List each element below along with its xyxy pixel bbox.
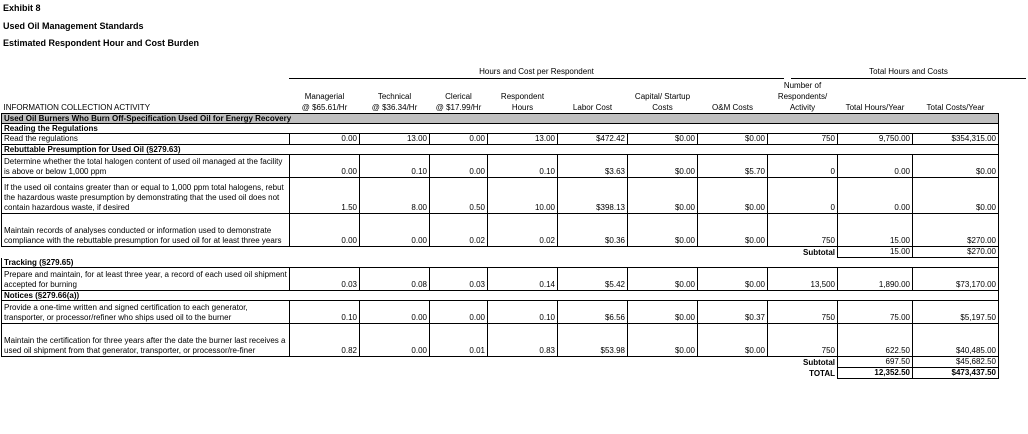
labor-cell: $0.36 <box>558 214 628 247</box>
section-heading: Notices (§279.66(a)) <box>2 291 999 301</box>
col-om-costs: O&M Costs <box>712 103 753 112</box>
om-cell: $0.00 <box>698 134 768 145</box>
om-cell: $0.37 <box>698 301 768 324</box>
table-body <box>2 114 999 379</box>
subtotal-label: Subtotal <box>803 247 835 257</box>
table-row <box>2 178 999 214</box>
managerial-cell: 0.00 <box>290 134 360 145</box>
col-total-hours: Total Hours/Year <box>845 103 905 112</box>
col-activity: INFORMATION COLLECTION ACTIVITY <box>3 103 151 112</box>
group-totals-rule <box>791 78 1026 79</box>
managerial-cell: 0.82 <box>290 324 360 357</box>
burden-table <box>1 80 999 379</box>
clerical-cell: 0.02 <box>430 214 488 247</box>
labor-cell: $3.63 <box>558 155 628 178</box>
category-band: Used Oil Burners Who Burn Off-Specification Used Oil for Energy Recovery <box>2 114 999 124</box>
capital-cell: $0.00 <box>628 301 698 324</box>
clerical-cell: 0.03 <box>430 268 488 291</box>
table-row <box>2 301 999 324</box>
capital-cell: $0.00 <box>628 178 698 214</box>
activity-cell: Maintain records of analyses conducted or information used to demonstrate compliance with the rebuttable presumption for used oil for at least three years <box>2 214 290 247</box>
respondents-cell: 750 <box>768 301 838 324</box>
col-managerial: Managerial @ $65.61/Hr <box>301 92 348 112</box>
capital-cell: $0.00 <box>628 324 698 357</box>
total-label: TOTAL <box>809 368 835 378</box>
technical-cell: 0.00 <box>360 301 430 324</box>
group-totals: Total Hours and Costs <box>869 67 948 76</box>
col-capital-costs: Capital/ Startup Costs <box>634 92 691 112</box>
activity-cell: Read the regulations <box>2 134 290 145</box>
technical-cell: 0.00 <box>360 214 430 247</box>
labor-cell: $472.42 <box>558 134 628 145</box>
subtotal-hours: 15.00 <box>838 247 913 258</box>
page-title: Used Oil Management Standards <box>3 21 144 31</box>
om-cell: $5.70 <box>698 155 768 178</box>
labor-cell: $6.56 <box>558 301 628 324</box>
col-technical: Technical @ $36.34/Hr <box>371 92 418 112</box>
table-row <box>2 324 999 357</box>
activity-cell: Prepare and maintain, for at least three year, a record of each used oil shipment accepted for burning <box>2 268 290 291</box>
section-heading: Tracking (§279.65) <box>2 258 999 268</box>
technical-cell: 0.08 <box>360 268 430 291</box>
section-heading-row <box>2 124 999 134</box>
total-hours-cell: 622.50 <box>838 324 913 357</box>
total-hours: 12,352.50 <box>838 368 913 379</box>
subtotal-row <box>2 247 999 258</box>
total-row <box>2 368 999 379</box>
total-costs-cell: $40,485.00 <box>913 324 999 357</box>
section-heading: Reading the Regulations <box>2 124 999 134</box>
activity-cell: Maintain the certification for three years after the date the burner last receives a used oil shipment from that generator, transporter, or processor/re-finer <box>2 324 290 357</box>
om-cell: $0.00 <box>698 268 768 291</box>
section-heading: Rebuttable Presumption for Used Oil (§279.63) <box>2 145 999 155</box>
respondents-cell: 750 <box>768 134 838 145</box>
category-band-row <box>2 114 999 124</box>
table-row <box>2 268 999 291</box>
hours-cell: 0.14 <box>488 268 558 291</box>
table-row <box>2 155 999 178</box>
managerial-cell: 0.00 <box>290 155 360 178</box>
total-costs-cell: $0.00 <box>913 178 999 214</box>
hours-cell: 0.02 <box>488 214 558 247</box>
total-costs-cell: $0.00 <box>913 155 999 178</box>
total-hours-cell: 15.00 <box>838 214 913 247</box>
clerical-cell: 0.01 <box>430 324 488 357</box>
om-cell: $0.00 <box>698 324 768 357</box>
total-costs-cell: $270.00 <box>913 214 999 247</box>
subtotal-costs: $45,682.50 <box>913 357 999 368</box>
clerical-cell: 0.00 <box>430 134 488 145</box>
capital-cell: $0.00 <box>628 268 698 291</box>
respondents-cell: 13,500 <box>768 268 838 291</box>
managerial-cell: 0.00 <box>290 214 360 247</box>
respondents-cell: 750 <box>768 324 838 357</box>
col-labor-cost: Labor Cost <box>572 103 613 112</box>
total-costs-cell: $5,197.50 <box>913 301 999 324</box>
subtotal-row <box>2 357 999 368</box>
subtotal-hours: 697.50 <box>838 357 913 368</box>
labor-cell: $5.42 <box>558 268 628 291</box>
total-hours-cell: 75.00 <box>838 301 913 324</box>
om-cell: $0.00 <box>698 178 768 214</box>
total-hours-cell: 0.00 <box>838 178 913 214</box>
activity-cell: Provide a one-time written and signed certification to each generator, transporter, or processor/refiner who ships used oil to the burner <box>2 301 290 324</box>
total-costs-cell: $354,315.00 <box>913 134 999 145</box>
capital-cell: $0.00 <box>628 134 698 145</box>
col-respondent-hours: Respondent Hours <box>500 92 545 112</box>
capital-cell: $0.00 <box>628 214 698 247</box>
clerical-cell: 0.50 <box>430 178 488 214</box>
total-costs-cell: $73,170.00 <box>913 268 999 291</box>
technical-cell: 13.00 <box>360 134 430 145</box>
technical-cell: 0.10 <box>360 155 430 178</box>
section-heading-row <box>2 145 999 155</box>
respondents-cell: 750 <box>768 214 838 247</box>
section-heading-row <box>2 258 999 268</box>
om-cell: $0.00 <box>698 214 768 247</box>
respondents-cell: 0 <box>768 155 838 178</box>
col-respondents: Number of Respondents/ Activity <box>777 81 828 112</box>
hours-cell: 0.83 <box>488 324 558 357</box>
technical-cell: 8.00 <box>360 178 430 214</box>
table-row <box>2 214 999 247</box>
page-subtitle: Estimated Respondent Hour and Cost Burden <box>3 38 200 48</box>
total-costs: $473,437.50 <box>913 368 999 379</box>
hours-cell: 0.10 <box>488 301 558 324</box>
subtotal-label: Subtotal <box>803 357 835 367</box>
hours-cell: 0.10 <box>488 155 558 178</box>
hours-cell: 13.00 <box>488 134 558 145</box>
clerical-cell: 0.00 <box>430 155 488 178</box>
activity-cell: If the used oil contains greater than or equal to 1,000 ppm total halogens, rebut the hazardous waste presumption by demonstrating that the used oil does not contain hazardous waste, if desired <box>2 178 290 214</box>
col-total-costs: Total Costs/Year <box>926 103 985 112</box>
section-heading-row <box>2 291 999 301</box>
clerical-cell: 0.00 <box>430 301 488 324</box>
hours-cell: 10.00 <box>488 178 558 214</box>
activity-cell: Determine whether the total halogen content of used oil managed at the facility is above or below 1,000 ppm <box>2 155 290 178</box>
group-per-respondent-rule <box>289 78 784 79</box>
managerial-cell: 0.10 <box>290 301 360 324</box>
total-hours-cell: 9,750.00 <box>838 134 913 145</box>
labor-cell: $398.13 <box>558 178 628 214</box>
subtotal-costs: $270.00 <box>913 247 999 258</box>
labor-cell: $53.98 <box>558 324 628 357</box>
respondents-cell: 0 <box>768 178 838 214</box>
capital-cell: $0.00 <box>628 155 698 178</box>
total-hours-cell: 0.00 <box>838 155 913 178</box>
col-clerical: Clerical @ $17.99/Hr <box>435 92 482 112</box>
total-hours-cell: 1,890.00 <box>838 268 913 291</box>
managerial-cell: 1.50 <box>290 178 360 214</box>
managerial-cell: 0.03 <box>290 268 360 291</box>
technical-cell: 0.00 <box>360 324 430 357</box>
table-row <box>2 134 999 145</box>
column-header-row <box>2 80 999 114</box>
group-per-respondent: Hours and Cost per Respondent <box>479 67 594 76</box>
exhibit-label: Exhibit 8 <box>3 3 41 13</box>
